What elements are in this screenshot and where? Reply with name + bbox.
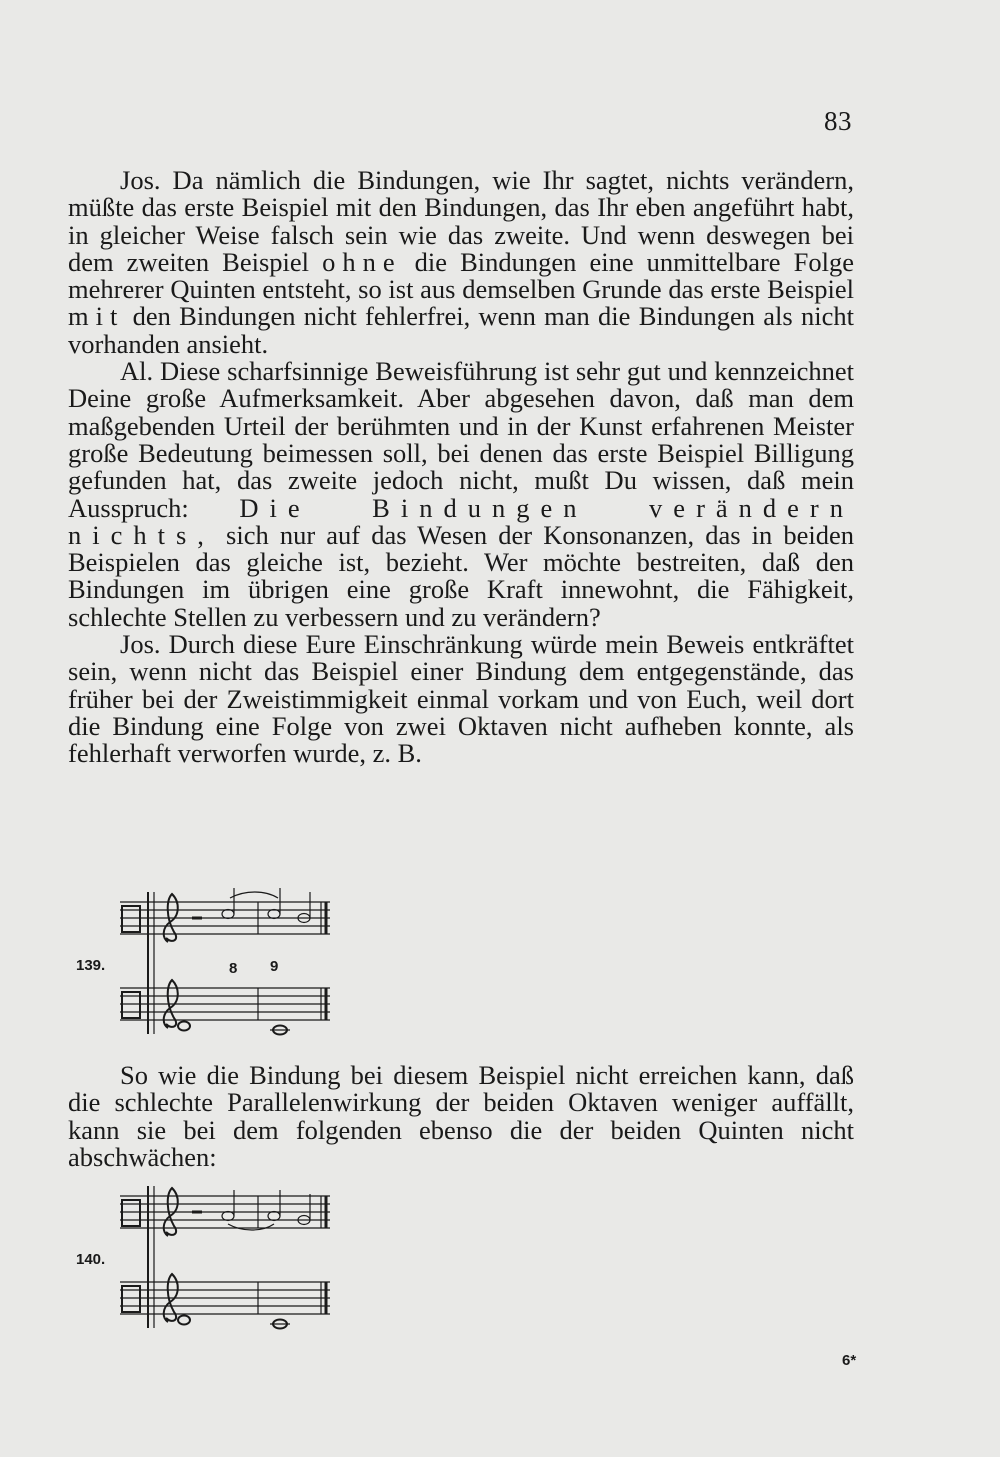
paragraph-text: die Bindungen eine unmittelbare Folge mehrerer Quinten entsteht, so ist aus demselben Grunde das erste Beispiel bbox=[68, 246, 854, 305]
music-example-140 bbox=[110, 1182, 350, 1332]
page-number: 83 bbox=[824, 106, 852, 136]
emphasis-mit: mit bbox=[68, 301, 125, 332]
paragraph-text: sich nur auf das Wesen der Konsonanzen, das in beiden Beispielen das gleiche ist, bezieht. Wer möchte bestreiten, daß den Bindungen im übrigen eine große Kraft innewohnt, die Fähigkeit, schlechte Stellen zu verbessern und zu verändern? bbox=[68, 519, 854, 632]
paragraph-text: Al. Diese scharfsinnige Beweisführung ist sehr gut und kennzeichnet Deine große Aufmerksamkeit. Aber abgesehen davon, daß man dem maßgebenden Urteil der berühmten und in der Kunst erfahrenen Meister große Bedeutung beimessen soll, bei denen das erste Beispiel Billigung gefunden hat, das zweite jedoch nicht, mußt Du wissen, daß mein Ausspruch: bbox=[68, 356, 854, 523]
emphasis-ohne: ohne bbox=[322, 246, 402, 277]
body-text-upper bbox=[68, 167, 854, 768]
paragraph-so-wie: So wie die Bindung bei diesem Beispiel nicht erreichen kann, daß die schlechte Parallelenwirkung der beiden Oktaven weniger auffällt, kann sie bei dem folgenden ebenso die der beiden Quinten nicht abschwächen: bbox=[68, 1060, 854, 1172]
example-label: 140. bbox=[76, 1251, 106, 1268]
figured-bass-number: 9 bbox=[270, 958, 279, 975]
example-label: 139. bbox=[76, 957, 106, 974]
paragraph-jos-1 bbox=[68, 167, 854, 358]
paragraph-al bbox=[68, 358, 854, 631]
body-text-lower bbox=[68, 1062, 854, 1171]
paragraph-text: Jos. Da nämlich die Bindungen, wie Ihr sagtet, nichts verändern, müßte das erste Beispiel mit den Bindungen, das Ihr eben angeführt habt, in gleicher Weise falsch sein wie das zweite. Und wenn deswegen bei dem zweiten Beispiel bbox=[68, 165, 854, 277]
figured-bass-number: 8 bbox=[229, 960, 238, 977]
emphasis-quote: Die Bindungen verändern nichts, bbox=[68, 492, 854, 550]
signature-mark: 6* bbox=[842, 1352, 857, 1369]
paragraph-text: den Bindungen nicht fehlerfrei, wenn man die Bindungen als nicht vorhanden ansieht. bbox=[68, 301, 854, 359]
paragraph-jos-2: Jos. Durch diese Eure Einschränkung würde mein Beweis entkräftet sein, wenn nicht das Beispiel einer Bindung dem entgegenstände, das früher bei der Zweistimmigkeit einmal vorkam und von Euch, weil dort die Bindung eine Folge von zwei Oktaven nicht aufheben konnte, als fehlerhaft verworfen wurde, z. B. bbox=[68, 629, 854, 769]
